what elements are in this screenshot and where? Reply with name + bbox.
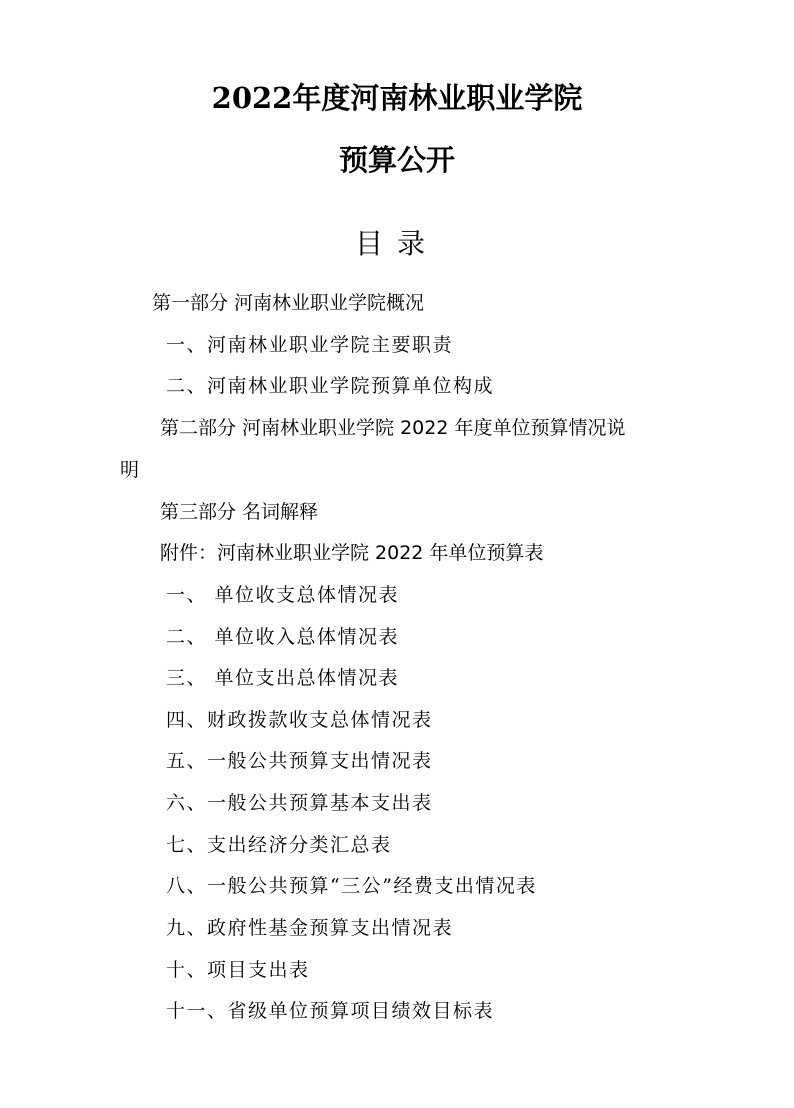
toc-appendix: 附件：河南林业职业学院 2022 年单位预算表 [160, 542, 544, 564]
toc-item: 九、政府性基金预算支出情况表 [166, 917, 454, 939]
toc-item: 三、 单位支出总体情况表 [166, 667, 400, 689]
toc-item: 二、 单位收入总体情况表 [166, 626, 400, 648]
toc-item: 一、河南林业职业学院主要职责 [166, 334, 454, 356]
toc-part-1: 第一部分 河南林业职业学院概况 [152, 292, 425, 314]
toc-item: 十、项目支出表 [166, 959, 310, 981]
toc-item: 六、一般公共预算基本支出表 [166, 792, 433, 814]
toc-part-2-wrap: 明 [120, 459, 140, 481]
toc-part-3: 第三部分 名词解释 [160, 501, 319, 523]
document-title: 2022年度河南林业职业学院 [211, 81, 583, 115]
toc-item: 八、一般公共预算“三公”经费支出情况表 [166, 875, 537, 897]
document-subtitle: 预算公开 [338, 143, 455, 177]
toc-heading: 目录 [354, 227, 439, 260]
toc-item: 一、 单位收支总体情况表 [166, 584, 400, 606]
toc-item: 四、财政拨款收支总体情况表 [166, 709, 433, 731]
toc-item: 五、一般公共预算支出情况表 [166, 750, 433, 772]
toc-part-2: 第二部分 河南林业职业学院 2022 年度单位预算情况说 [160, 417, 626, 439]
toc-item: 十一、省级单位预算项目绩效目标表 [166, 1000, 495, 1022]
toc-item: 七、支出经济分类汇总表 [166, 834, 392, 856]
toc-item: 二、河南林业职业学院预算单位构成 [166, 375, 495, 397]
